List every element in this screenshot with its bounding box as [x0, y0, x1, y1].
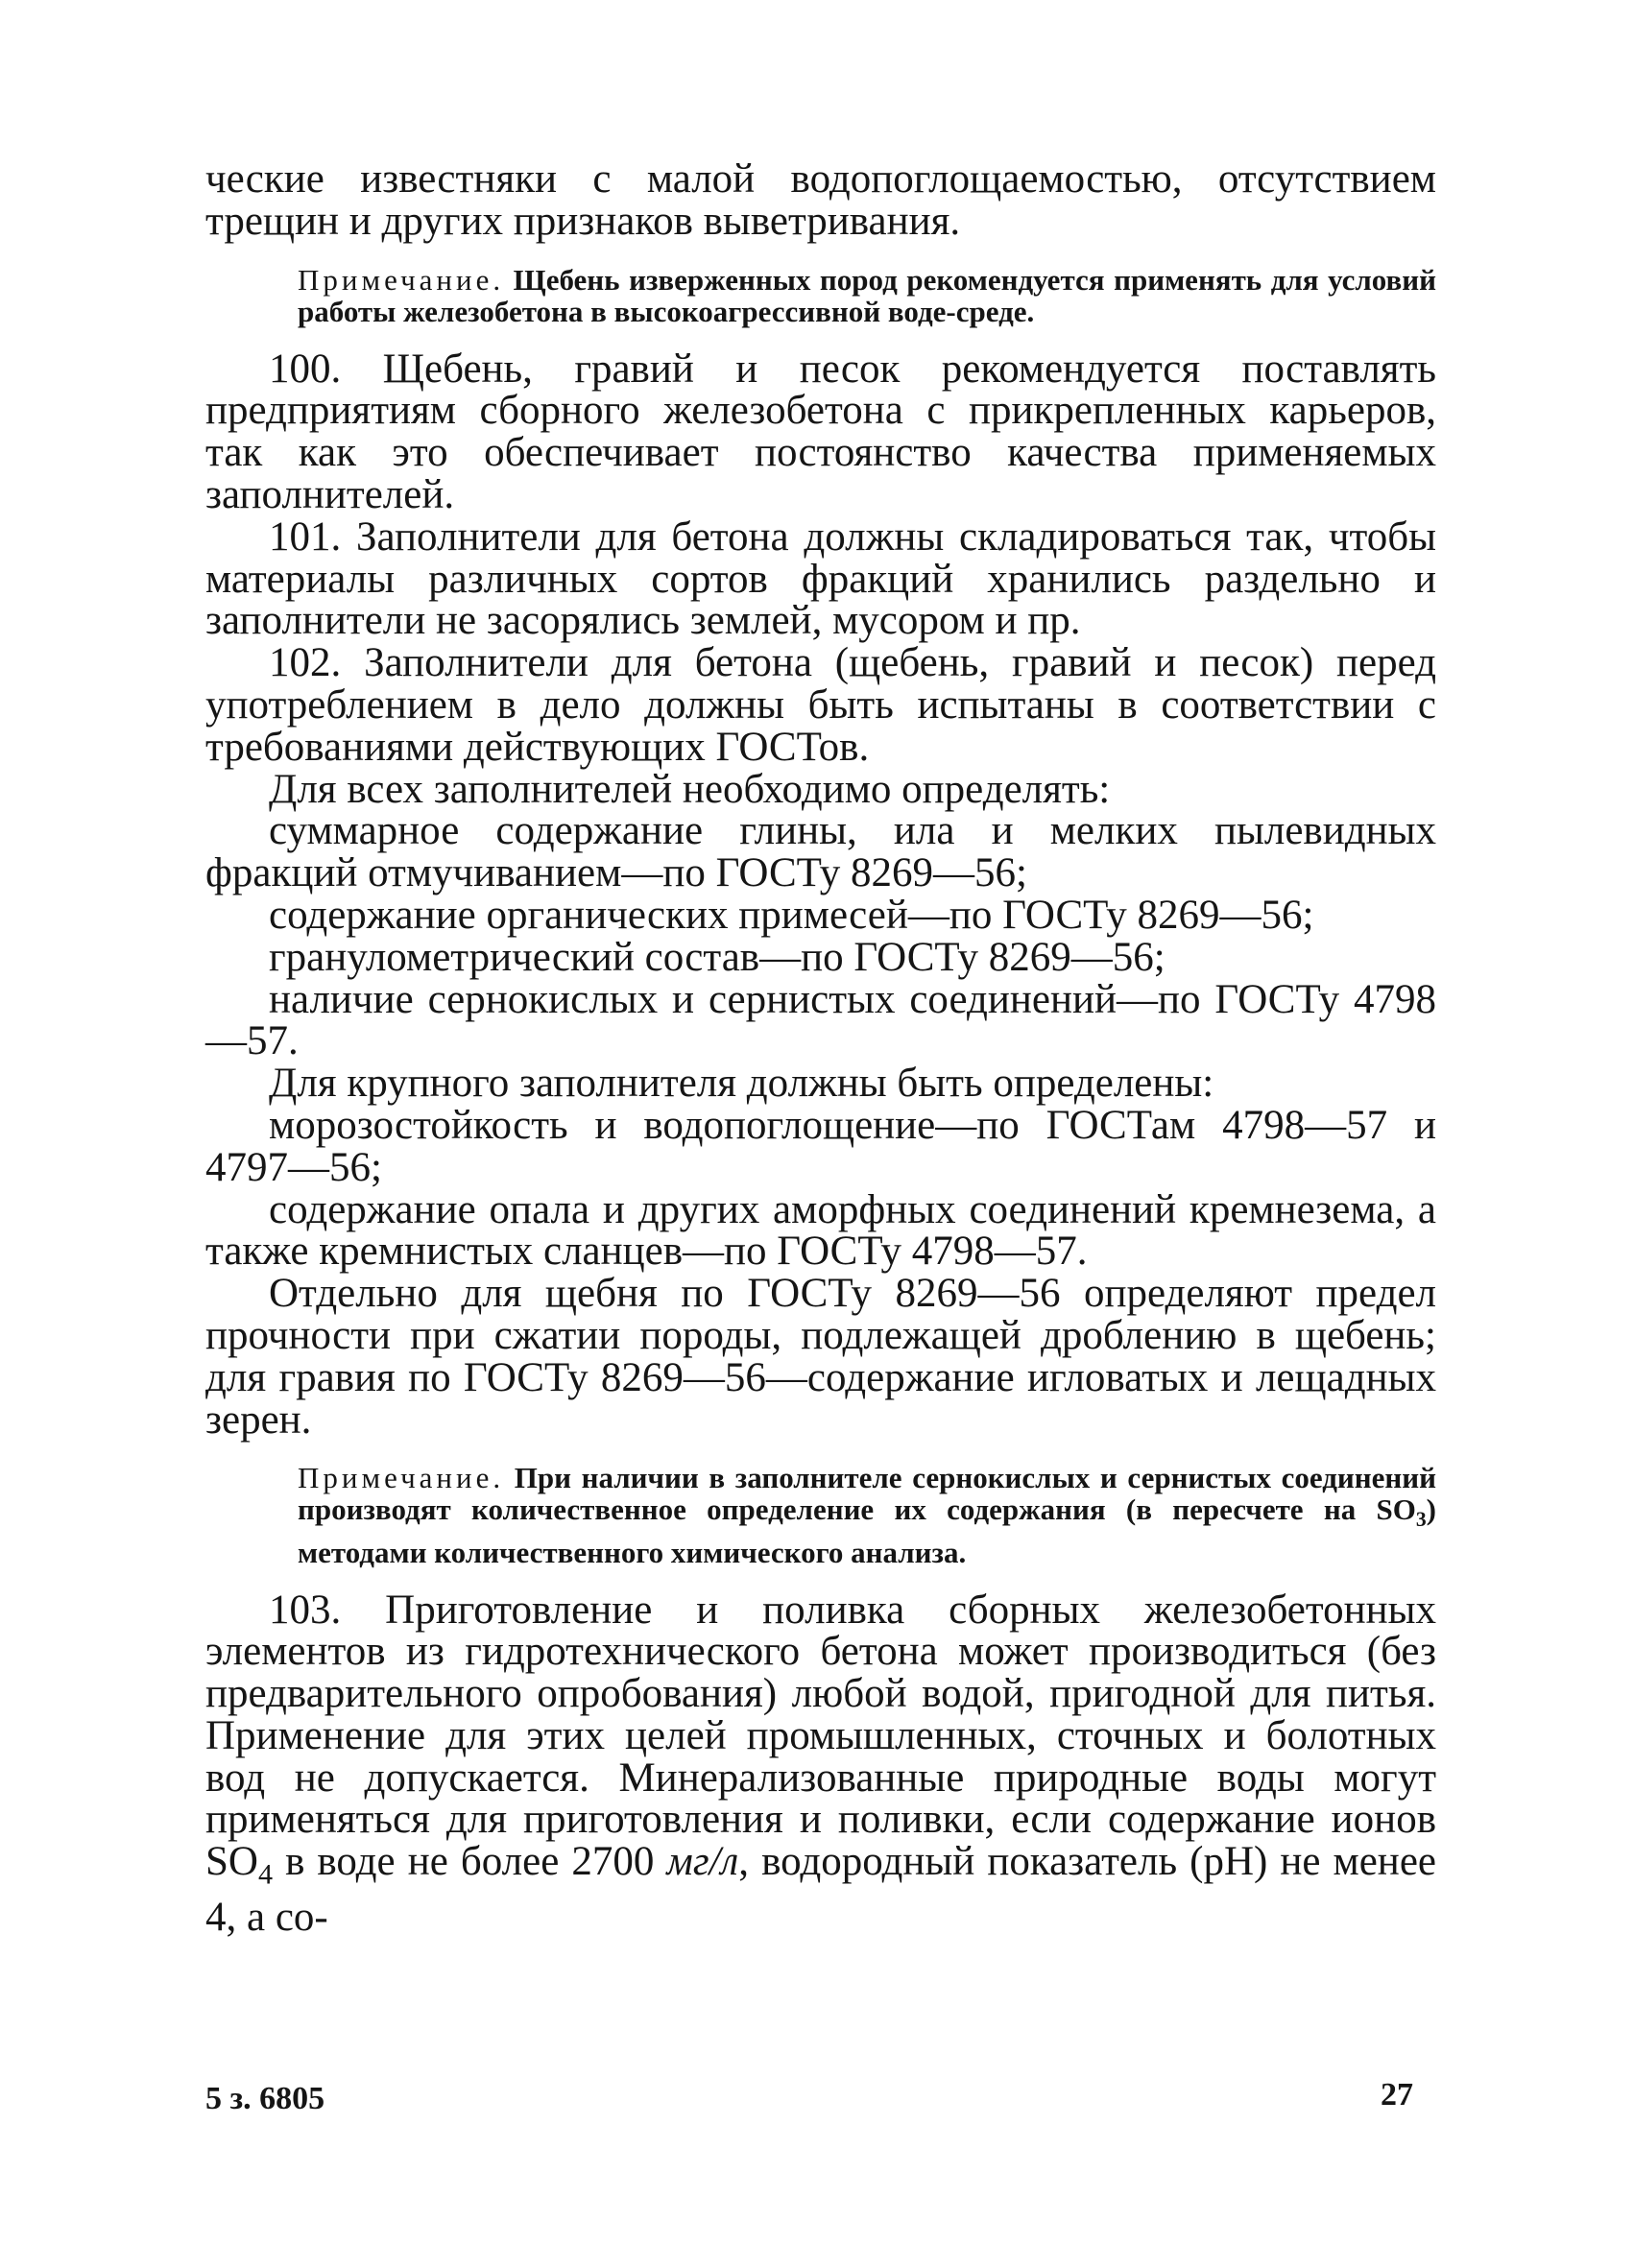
list-item: гранулометрический состав—по ГОСТу 8269—56; — [269, 934, 1165, 980]
note-2-subscript: 3 — [1415, 1508, 1427, 1532]
list-item: морозостойкость и водопоглощение—по ГОСТам 4798—57 и 4797—56; — [205, 1102, 1436, 1190]
note-1 — [298, 264, 1436, 327]
paragraph-103-unit: мг/л — [666, 1839, 739, 1885]
list-item: наличие сернокислых и сернистых соединений—по ГОСТу 4798—57. — [205, 976, 1436, 1064]
note-2-text-a: При наличии в заполнителе сернокислых и сернистых соединений производят количественное определение их содержания (в пересчете на SO — [298, 1461, 1436, 1527]
paragraph-all-aggregates: Для всех заполнителей необходимо определять: — [269, 766, 1111, 812]
page-number: 27 — [1381, 2077, 1413, 2113]
list-item: суммарное содержание глины, ила и мелких пылевидных фракций отмучиванием—по ГОСТу 8269—56; — [205, 808, 1436, 896]
paragraph-crushed-stone: Отдельно для щебня по ГОСТу 8269—56 определяют предел прочности при сжатии породы, подлежащей дроблению в щебень; для гравия по ГОСТу 8269—56—содержание игловатых и лещадных зерен. — [205, 1271, 1436, 1443]
note-1-label: Примечание. — [298, 262, 505, 297]
footer-signature-mark: 5 з. 6805 — [205, 2081, 325, 2116]
note-2 — [298, 1462, 1436, 1567]
paragraph-102: 102. Заполнители для бетона (щебень, гравий и песок) перед употреблением в дело должны быть испытаны в соответствии с требованиями действующих ГОСТов. — [205, 640, 1436, 770]
list-item: содержание органических примесей—по ГОСТу 8269—56; — [269, 892, 1314, 938]
note-2-text-b: ) методами количественного химического анализа. — [298, 1492, 1436, 1569]
paragraph-101: 101. Заполнители для бетона должны складироваться так, чтобы материалы различных сортов фракций хранились раздельно и заполнители не засорялись землей, мусором и пр. — [205, 513, 1436, 644]
paragraph-continuation: ческие известняки с малой водопоглощаемостью, отсутствием трещин и других признаков выветривания. — [205, 156, 1436, 244]
note-2-label: Примечание. — [298, 1461, 505, 1495]
paragraph-coarse-aggregate: Для крупного заполнителя должны быть определены: — [269, 1061, 1214, 1107]
body-text — [205, 158, 1436, 1938]
paragraph-103-subscript: 4 — [257, 1857, 274, 1891]
paragraph-103-text-c: , водородный показатель (pH) не менее 4, а со- — [205, 1839, 1436, 1940]
paragraph-100: 100. Щебень, гравий и песок рекомендуется поставлять предприятиям сборного железобетона с прикрепленных карьеров, так как это обеспечивает постоянство качества применяемых заполнителей. — [205, 346, 1436, 517]
paragraph-103-text-a: 103. Приготовление и поливка сборных железобетонных элементов из гидротехнического бетона может производиться (без предварительного опробования) любой водой, пригодной для питья. Применение для этих целей промышленных, сточных и болотных вод не допускается. Минерализованные природные воды могут применяться для приготовления и поливки, если содержание ионов SO — [205, 1587, 1436, 1885]
list-item: содержание опала и других аморфных соединений кремнезема, а также кремнистых сланцев—по ГОСТу 4798—57. — [205, 1186, 1436, 1275]
paragraph-103 — [205, 1589, 1436, 1939]
paragraph-103-text-b: в воде не более 2700 — [273, 1839, 667, 1885]
note-1-text: Щебень изверженных пород рекомендуется применять для условий работы железобетона в высокоагрессивной воде-среде. — [298, 262, 1436, 328]
